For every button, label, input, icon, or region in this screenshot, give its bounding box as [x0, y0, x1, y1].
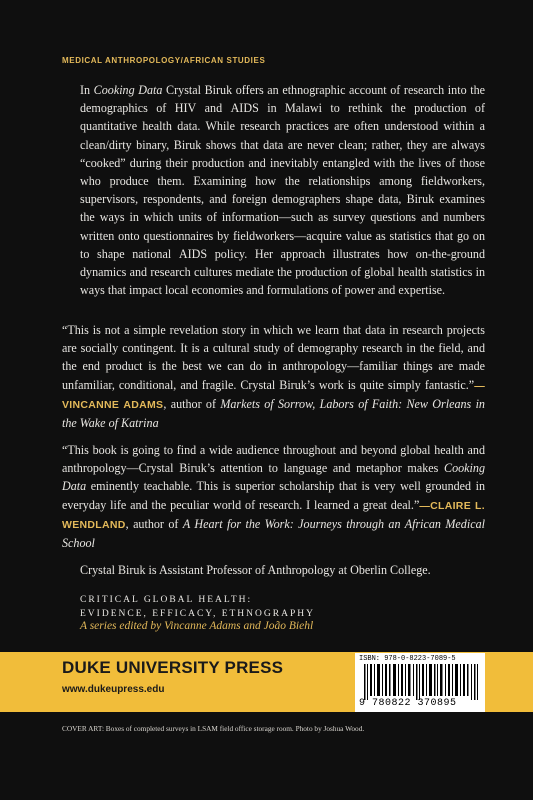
series-editors: A series edited by Vincanne Adams and João Biehl [80, 620, 314, 632]
desc-text: in Malawi to rethink the production of quantitative health data. While research practices are often understood within a clean/dirty binary, Biruk shows that data are never clean; rather, they are always “cooked” during their production and inevitably entangled with the lives of those who produce them. Examining how the relationships among fieldworkers, supervisors, respondents, and foreign demographers shape data, Biruk examines the ways in which units of information—such as survey questions and numbers written onto questionnaires by fieldworkers—acquire value as statistics that go on to shape national [80, 101, 486, 261]
publisher-name: DUKE UNIVERSITY PRESS [62, 658, 284, 677]
quote-author: —CLAIRE L. WENDLAND [62, 499, 485, 531]
quote-book-title: Markets of Sorrow, Labors of Faith: New Orleans in the Wake of Katrina [62, 396, 485, 431]
publisher-url[interactable]: www.dukeupress.edu [62, 684, 165, 695]
quote-author: —VINCANNE ADAMS [62, 379, 485, 411]
barcode-digits: 9 780822 370895 [359, 698, 457, 709]
quote-book-title: A Heart for the Work: Journeys through an African Medical School [62, 516, 485, 551]
endorsement-quote [62, 441, 485, 552]
cover-art-credit [62, 724, 364, 733]
acronym-hiv: HIV [174, 101, 197, 116]
desc-text: and [196, 101, 231, 116]
endorsement-quote [62, 321, 485, 432]
category-label: MEDICAL ANTHROPOLOGY/AFRICAN STUDIES [62, 56, 266, 65]
credit-label: COVER ART: [62, 724, 104, 733]
series-name [80, 593, 315, 621]
isbn-text: ISBN: 978-0-8223-7089-5 [359, 655, 456, 663]
book-title: Cooking Data [62, 461, 485, 494]
desc-text: In [80, 83, 94, 97]
credit-text: field office storage room. Photo by Joshua Wood. [217, 724, 365, 733]
series-line: EVIDENCE, EFFICACY, ETHNOGRAPHY [80, 609, 315, 619]
book-description [80, 81, 485, 299]
quote-text: eminently teachable. This is superior scholarship that is very well grounded in everyday life and the peculiar world of research. I learned a great deal.” [62, 479, 485, 512]
credit-text: Boxes of completed surveys in [103, 724, 198, 733]
acronym-aids: AIDS [178, 246, 208, 261]
author-bio: Crystal Biruk is Assistant Professor of Anthropology at Oberlin College. [80, 563, 431, 577]
series-line: CRITICAL GLOBAL HEALTH: [80, 595, 253, 605]
acronym-aids: AIDS [230, 101, 259, 116]
quote-text: “This is not a simple revelation story in which we learn that data in research projects are socially contingent. It is a cultural study of demography research in the field, and the end product is the best we can do in anthropology—familiar things are made unfamiliar, conditional, and fragile. Crystal Biruk’s work is quite simply fantastic.” [62, 323, 485, 392]
desc-text: Crystal Biruk offers an ethnographic account of research into the demographics of [80, 83, 485, 116]
quote-text: “This book is going to find a wide audience throughout and beyond global health and anthropology—Crystal Biruk’s attention to language and metaphor makes [62, 443, 485, 476]
quote-affiliation: , author of [163, 396, 221, 411]
acronym-lsam: LSAM [197, 724, 218, 733]
desc-text: policy. Her approach illustrates how on-the-ground dynamics and research cultures mediate the production of global health statistics in ways that impact local economies and formulations of power and expertise. [80, 246, 485, 298]
book-title: Cooking Data [93, 83, 163, 97]
quote-affiliation: , author of [125, 516, 183, 531]
barcode-icon [364, 664, 480, 700]
